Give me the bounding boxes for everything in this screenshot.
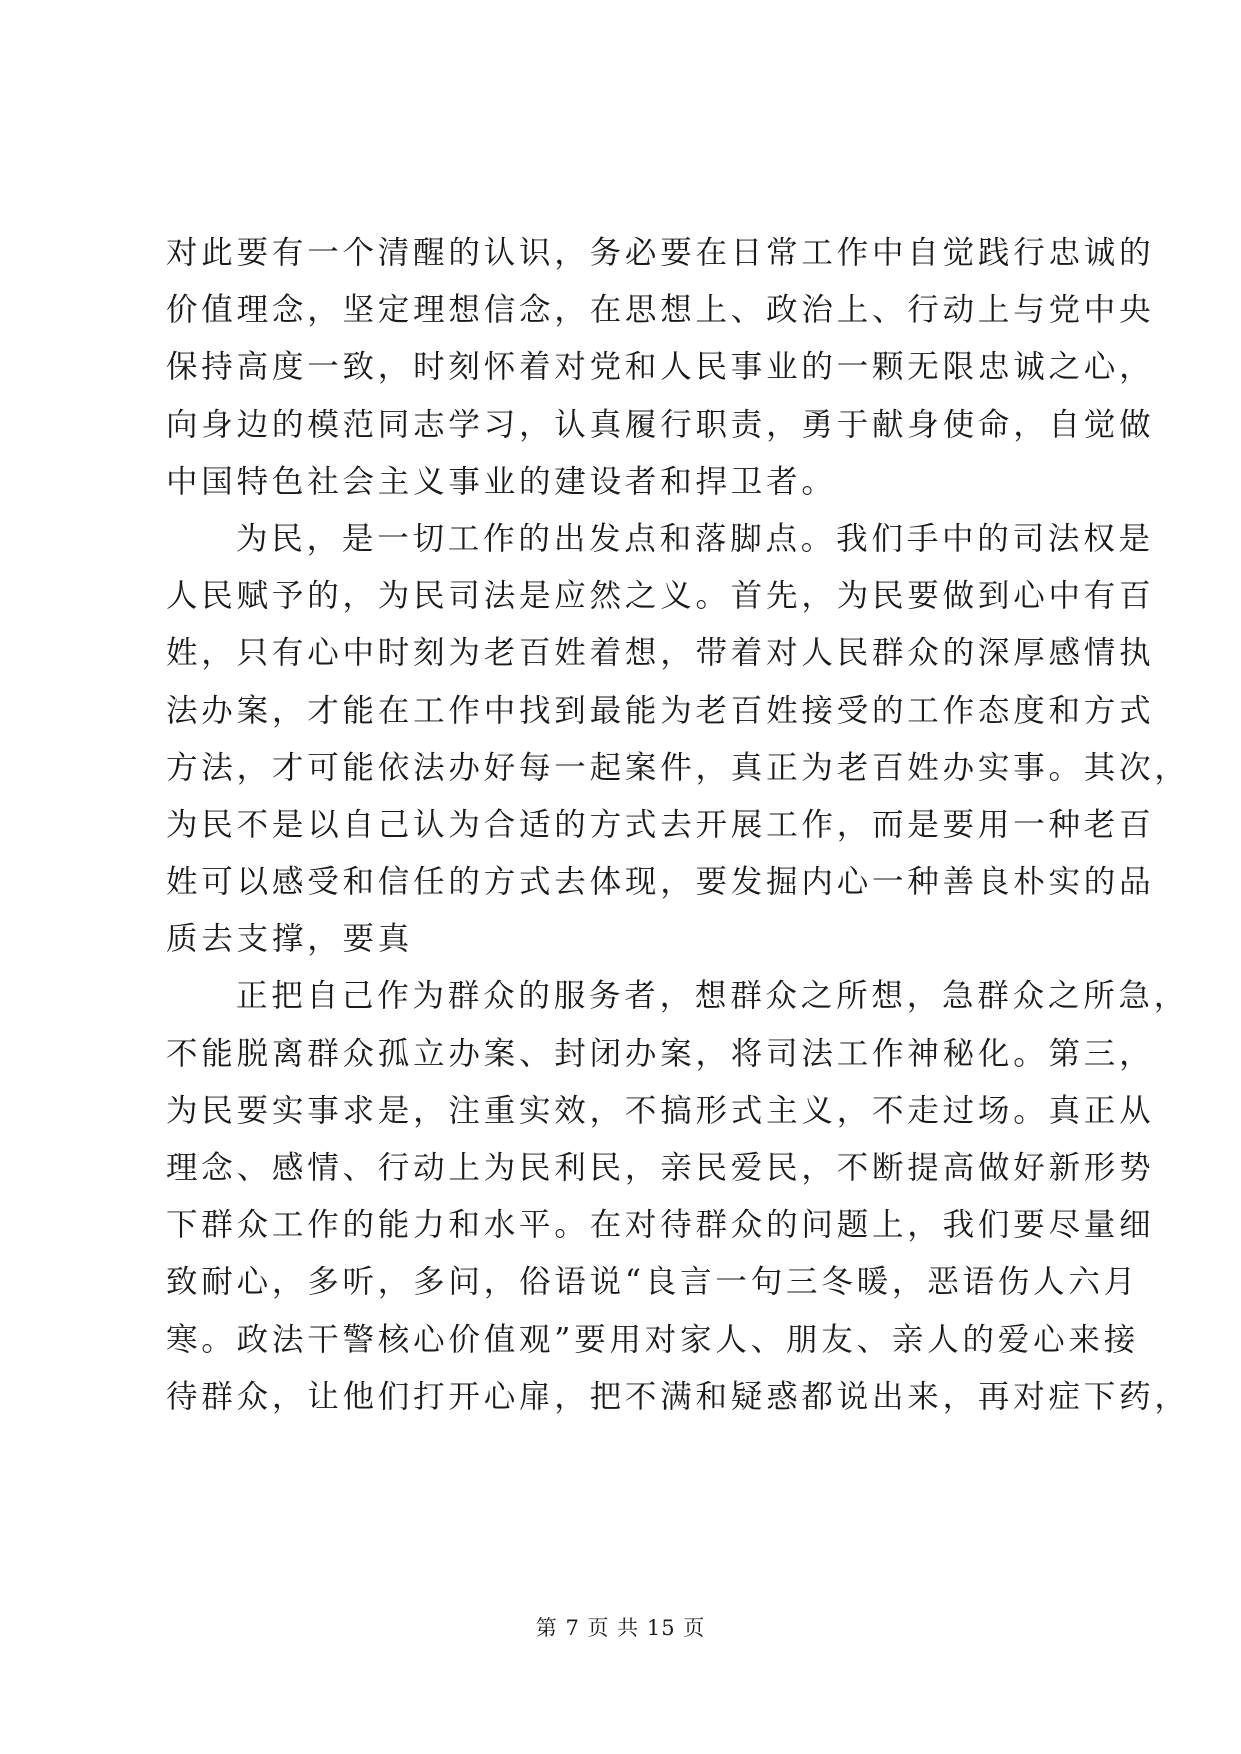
text-line: 中国特色社会主义事业的建设者和捍卫者。 — [166, 463, 837, 500]
text-line: 保持高度一致，时刻怀着对党和人民事业的一颗无限忠诚之心， — [166, 349, 1155, 386]
page-number-label: 第 7 页 共 15 页 — [535, 1616, 706, 1640]
paragraph-start-line: 为民，是一切工作的出发点和落脚点。我们手中的司法权是 — [236, 520, 1154, 557]
text-line: 质去支撑，要真 — [166, 921, 414, 958]
text-line: 人民赋予的，为民司法是应然之义。首先，为民要做到心中有百 — [166, 578, 1155, 615]
text-line: 下群众工作的能力和水平。在对待群众的问题上，我们要尽量细 — [166, 1207, 1155, 1244]
body-text — [166, 225, 1190, 1426]
text-line: 法办案，才能在工作中找到最能为老百姓接受的工作态度和方式 — [166, 692, 1155, 729]
paragraph-start-line: 正把自己作为群众的服务者，想群众之所想，急群众之所急， — [236, 978, 1190, 1015]
text-line: 姓可以感受和信任的方式去体现，要发掘内心一种善良朴实的品 — [166, 864, 1155, 901]
text-line: 对此要有一个清醒的认识，务必要在日常工作中自觉践行忠诚的 — [166, 235, 1155, 271]
text-line: 为民不是以自己认为合适的方式去开展工作，而是要用一种老百 — [166, 806, 1155, 843]
text-line: 向身边的模范同志学习，认真履行职责，勇于献身使命，自觉做 — [166, 406, 1155, 443]
page-footer — [0, 1612, 1241, 1642]
text-line: 姓，只有心中时刻为老百姓着想，带着对人民群众的深厚感情执 — [166, 635, 1155, 672]
text-line: 价值理念，坚定理想信念，在思想上、政治上、行动上与党中央 — [166, 292, 1155, 329]
text-line: 寒。政法干警核心价值观”要用对家人、朋友、亲人的爱心来接 — [166, 1321, 1140, 1358]
text-line: 不能脱离群众孤立办案、封闭办案，将司法工作神秘化。第三， — [166, 1035, 1155, 1072]
text-line: 方法，才可能依法办好每一起案件，真正为老百姓办实事。其次， — [166, 749, 1190, 786]
text-line: 致耐心，多听，多问，俗语说“良言一句三冬暖，恶语伤人六月 — [166, 1264, 1140, 1301]
text-line: 为民要实事求是，注重实效，不搞形式主义，不走过场。真正从 — [166, 1092, 1155, 1129]
text-line: 理念、感情、行动上为民利民，亲民爱民，不断提高做好新形势 — [166, 1150, 1155, 1186]
text-line: 待群众，让他们打开心扉，把不满和疑惑都说出来，再对症下药， — [166, 1378, 1190, 1415]
